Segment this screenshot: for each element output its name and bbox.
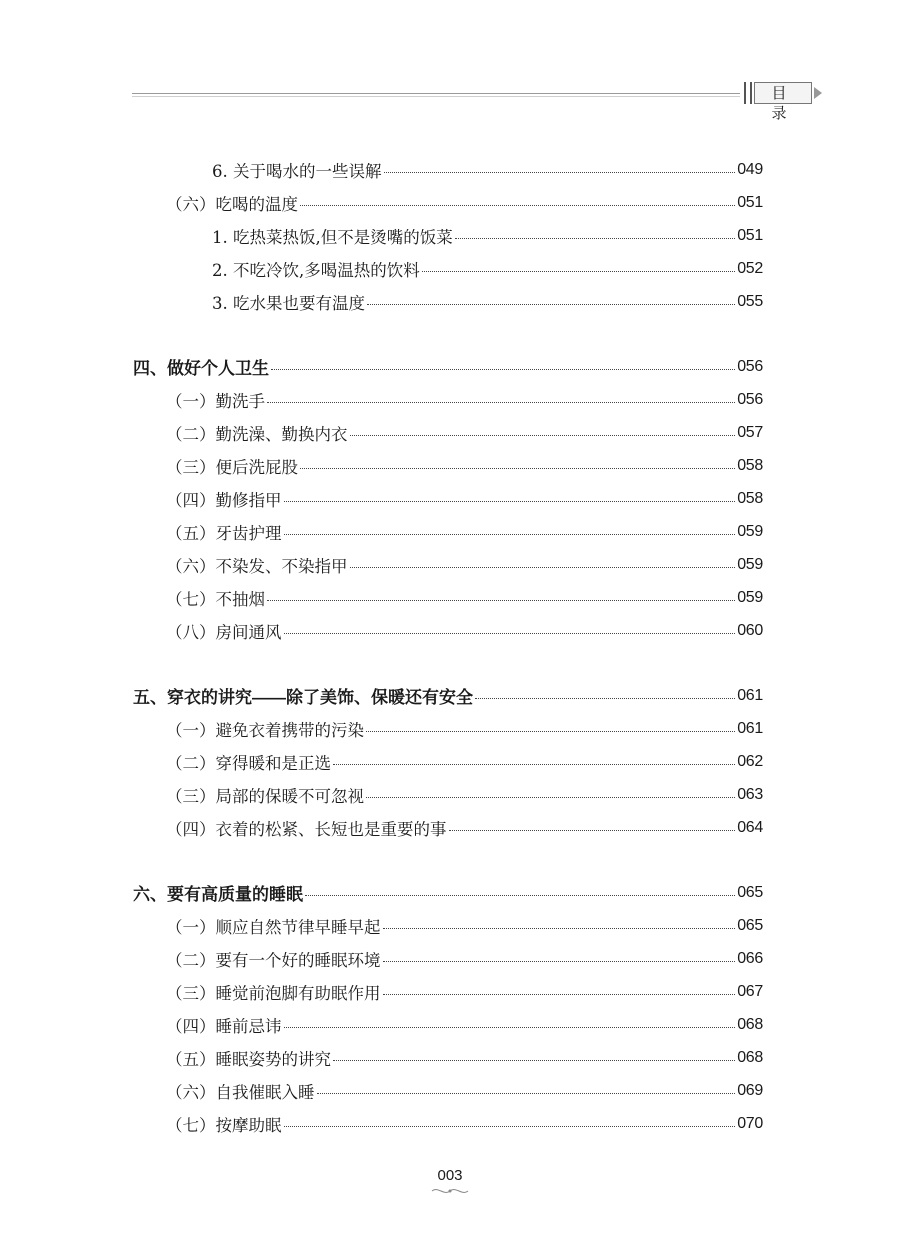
toc-entry[interactable] bbox=[0, 383, 900, 416]
toc-entry[interactable] bbox=[0, 515, 900, 548]
header-arrow-icon bbox=[814, 87, 822, 99]
toc-entry-title: （七）按摩助眠 bbox=[166, 1115, 282, 1135]
toc-entry-page: 061 bbox=[737, 719, 763, 737]
dot-leader bbox=[475, 698, 735, 699]
toc-entry-page: 051 bbox=[737, 226, 763, 244]
dot-leader bbox=[333, 1060, 735, 1061]
dot-leader bbox=[383, 994, 736, 995]
toc-entry[interactable] bbox=[0, 252, 900, 285]
toc-entry[interactable] bbox=[0, 942, 900, 975]
section-spacer bbox=[0, 318, 900, 350]
header-rule bbox=[132, 93, 740, 94]
toc-entry-page: 065 bbox=[737, 883, 763, 901]
dot-leader bbox=[455, 238, 735, 239]
toc-entry-page: 052 bbox=[737, 259, 763, 277]
toc-entry-title: （七）不抽烟 bbox=[166, 589, 265, 609]
toc-entry-title: （四）睡前忌讳 bbox=[166, 1016, 282, 1036]
dot-leader bbox=[366, 797, 735, 798]
dot-leader bbox=[300, 205, 735, 206]
dot-leader bbox=[271, 369, 735, 370]
toc-entry-page: 067 bbox=[737, 982, 763, 1000]
dot-leader bbox=[284, 633, 736, 634]
toc-entry[interactable] bbox=[0, 416, 900, 449]
toc-entry-page: 058 bbox=[737, 489, 763, 507]
toc-entry-title: （六）不染发、不染指甲 bbox=[166, 556, 348, 576]
toc-entry-page: 064 bbox=[737, 818, 763, 836]
toc-entry[interactable] bbox=[0, 811, 900, 844]
dot-leader bbox=[267, 600, 735, 601]
dot-leader bbox=[284, 501, 736, 502]
dot-leader bbox=[383, 928, 736, 929]
dot-leader bbox=[284, 1027, 736, 1028]
header-rule-secondary bbox=[132, 96, 740, 97]
dot-leader bbox=[350, 435, 736, 436]
toc-entry-title: 五、穿衣的讲究——除了美饰、保暖还有安全 bbox=[133, 688, 473, 707]
toc-entry[interactable] bbox=[0, 745, 900, 778]
toc-entry-page: 049 bbox=[737, 160, 763, 178]
dot-leader bbox=[383, 961, 736, 962]
dot-leader bbox=[284, 1126, 736, 1127]
toc-entry-title: （二）穿得暖和是正选 bbox=[166, 753, 331, 773]
toc-entry-page: 051 bbox=[737, 193, 763, 211]
toc-entry-title: （五）睡眠姿势的讲究 bbox=[166, 1049, 331, 1069]
toc-entry[interactable] bbox=[0, 449, 900, 482]
toc-entry-title: 2. 不吃冷饮,多喝温热的饮料 bbox=[212, 260, 420, 280]
toc-entry-title: （四）勤修指甲 bbox=[166, 490, 282, 510]
toc-entry[interactable] bbox=[0, 778, 900, 811]
toc-entry[interactable] bbox=[0, 909, 900, 942]
dot-leader bbox=[333, 764, 735, 765]
section-spacer bbox=[0, 844, 900, 876]
toc-entry-page: 069 bbox=[737, 1081, 763, 1099]
toc-entry-title: 6. 关于喝水的一些误解 bbox=[212, 161, 382, 181]
toc-entry-page: 061 bbox=[737, 686, 763, 704]
toc-entry[interactable] bbox=[0, 581, 900, 614]
toc-entry-page: 059 bbox=[737, 522, 763, 540]
toc-entry-title: （四）衣着的松紧、长短也是重要的事 bbox=[166, 819, 447, 839]
toc-entry[interactable] bbox=[0, 482, 900, 515]
page-footer bbox=[0, 1165, 900, 1196]
toc-entry[interactable] bbox=[0, 186, 900, 219]
dot-leader bbox=[350, 567, 736, 568]
toc-entry-title: （二）要有一个好的睡眠环境 bbox=[166, 950, 381, 970]
toc-chapter-entry[interactable] bbox=[0, 876, 900, 909]
toc-entry-page: 057 bbox=[737, 423, 763, 441]
toc-entry[interactable] bbox=[0, 975, 900, 1008]
toc-entry-page: 068 bbox=[737, 1015, 763, 1033]
toc-entry[interactable] bbox=[0, 1074, 900, 1107]
section-spacer bbox=[0, 647, 900, 679]
dot-leader bbox=[317, 1093, 736, 1094]
toc-entry[interactable] bbox=[0, 153, 900, 186]
toc-entry-page: 056 bbox=[737, 357, 763, 375]
dot-leader bbox=[366, 731, 735, 732]
toc-entry[interactable] bbox=[0, 1041, 900, 1074]
toc-entry-title: （五）牙齿护理 bbox=[166, 523, 282, 543]
toc-entry[interactable] bbox=[0, 285, 900, 318]
dot-leader bbox=[367, 304, 735, 305]
toc-entry-title: （六）吃喝的温度 bbox=[166, 194, 298, 214]
toc-entry[interactable] bbox=[0, 712, 900, 745]
page-number: 003 bbox=[437, 1167, 463, 1184]
toc-entry[interactable] bbox=[0, 548, 900, 581]
dot-leader bbox=[300, 468, 735, 469]
header-bars-ornament bbox=[744, 82, 752, 104]
toc-entry-title: （六）自我催眠入睡 bbox=[166, 1082, 315, 1102]
toc-chapter-entry[interactable] bbox=[0, 679, 900, 712]
toc-entry-page: 060 bbox=[737, 621, 763, 639]
toc-entry-page: 058 bbox=[737, 456, 763, 474]
toc-entry-title: （三）便后洗屁股 bbox=[166, 457, 298, 477]
dot-leader bbox=[305, 895, 735, 896]
toc-entry[interactable] bbox=[0, 1008, 900, 1041]
toc-entry-page: 056 bbox=[737, 390, 763, 408]
toc-entry-page: 063 bbox=[737, 785, 763, 803]
dot-leader bbox=[267, 402, 735, 403]
header-title: 目 录 bbox=[754, 82, 812, 104]
footer-flourish-icon bbox=[430, 1186, 470, 1196]
running-header bbox=[132, 82, 822, 122]
toc-entry-title: 1. 吃热菜热饭,但不是烫嘴的饭菜 bbox=[212, 227, 453, 247]
header-tab bbox=[744, 82, 822, 122]
toc-entry-title: 3. 吃水果也要有温度 bbox=[212, 293, 365, 313]
toc-entry[interactable] bbox=[0, 1107, 900, 1140]
toc-entry-title: 四、做好个人卫生 bbox=[133, 359, 269, 378]
toc-entry-title: （一）避免衣着携带的污染 bbox=[166, 720, 364, 740]
toc-entry-page: 070 bbox=[737, 1114, 763, 1132]
toc-entry-page: 059 bbox=[737, 588, 763, 606]
toc-entry-page: 059 bbox=[737, 555, 763, 573]
toc-entry-page: 055 bbox=[737, 292, 763, 310]
toc-chapter-entry[interactable] bbox=[0, 350, 900, 383]
dot-leader bbox=[284, 534, 736, 535]
toc-entry-title: （三）局部的保暖不可忽视 bbox=[166, 786, 364, 806]
table-of-contents bbox=[0, 153, 900, 1140]
toc-entry-title: （一）顺应自然节律早睡早起 bbox=[166, 917, 381, 937]
toc-entry-title: 六、要有高质量的睡眠 bbox=[133, 885, 303, 904]
toc-entry[interactable] bbox=[0, 219, 900, 252]
toc-entry-page: 062 bbox=[737, 752, 763, 770]
dot-leader bbox=[422, 271, 735, 272]
toc-entry-title: （一）勤洗手 bbox=[166, 391, 265, 411]
toc-entry-page: 066 bbox=[737, 949, 763, 967]
toc-entry-page: 068 bbox=[737, 1048, 763, 1066]
dot-leader bbox=[384, 172, 736, 173]
toc-entry[interactable] bbox=[0, 614, 900, 647]
toc-entry-title: （八）房间通风 bbox=[166, 622, 282, 642]
dot-leader bbox=[449, 830, 736, 831]
toc-entry-title: （三）睡觉前泡脚有助眠作用 bbox=[166, 983, 381, 1003]
toc-entry-page: 065 bbox=[737, 916, 763, 934]
toc-entry-title: （二）勤洗澡、勤换内衣 bbox=[166, 424, 348, 444]
